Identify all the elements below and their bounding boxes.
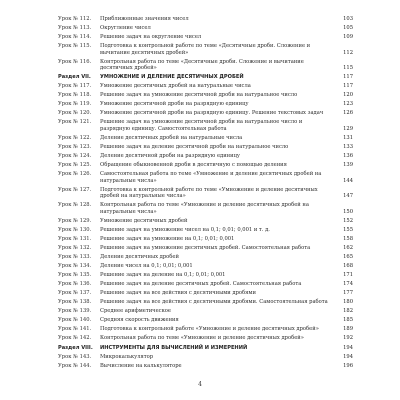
toc-entry-title: Приближенные значения чисел bbox=[100, 16, 189, 22]
toc-entry-number: Урок № 134. bbox=[58, 263, 92, 270]
toc-section-row bbox=[58, 345, 353, 352]
toc-lesson-row bbox=[58, 202, 353, 215]
toc-entry-title: Решение задач на деление на 0,1; 0,01; 0,001 bbox=[100, 272, 226, 279]
toc-entry-title: Округление чисел bbox=[100, 25, 151, 32]
toc-entry-number: Урок № 143. bbox=[58, 353, 92, 360]
toc-entry-number: Урок № 118. bbox=[58, 92, 92, 99]
toc-lesson-row bbox=[58, 110, 353, 117]
page-number-footer: 4 bbox=[198, 381, 202, 388]
toc-entry-page: 165 bbox=[343, 254, 353, 261]
toc-entry-title: Самостоятельная работа по теме «Умножение и деление десятичных дробей на натуральные числа» bbox=[100, 171, 322, 184]
toc-entry-title: Умножение десятичных дробей на натуральные числа bbox=[100, 83, 251, 90]
toc-entry-number: Урок № 131. bbox=[58, 235, 92, 242]
toc-entry-page: 131 bbox=[343, 135, 353, 142]
toc-lesson-row bbox=[58, 363, 353, 370]
toc-entry-number: Урок № 125. bbox=[58, 162, 92, 169]
toc-lesson-row bbox=[58, 92, 353, 99]
toc-entry-title: Подготовка к контрольной работе «Умножение и деление десятичных дробей» bbox=[100, 326, 319, 333]
toc-entry-page: 155 bbox=[343, 226, 353, 233]
toc-lesson-row bbox=[58, 153, 353, 160]
toc-lesson-row bbox=[58, 236, 353, 243]
toc-entry-page: 129 bbox=[343, 125, 353, 132]
toc-entry-page: 133 bbox=[343, 144, 353, 151]
toc-entry-page: 185 bbox=[343, 317, 353, 324]
toc-entry-page: 126 bbox=[343, 110, 353, 117]
toc-entry-title: ИНСТРУМЕНТЫ ДЛЯ ВЫЧИСЛЕНИЙ И ИЗМЕРЕНИЙ bbox=[100, 344, 248, 351]
toc-entry-title: Подготовка к контрольной работе по теме «Умножение и деление десятичных дробей на натуральные числа» bbox=[100, 186, 318, 200]
toc-section-row bbox=[58, 74, 353, 81]
toc-entry-page: 189 bbox=[343, 326, 353, 333]
toc-entry-title: Контрольная работа по теме «Десятичные дроби. Сложение и вычитание десятичных дробей» bbox=[100, 58, 304, 72]
toc-entry-number: Урок № 142. bbox=[58, 335, 92, 342]
toc-entry-number: Урок № 140. bbox=[58, 317, 92, 324]
toc-entry-page: 196 bbox=[343, 362, 353, 369]
table-of-contents bbox=[58, 16, 353, 372]
toc-entry-page: 136 bbox=[343, 153, 353, 160]
toc-entry-page: 117 bbox=[343, 74, 353, 81]
toc-entry-page: 158 bbox=[343, 235, 353, 242]
toc-lesson-row bbox=[58, 119, 353, 132]
toc-entry-page: 144 bbox=[343, 177, 353, 184]
toc-lesson-row bbox=[58, 83, 353, 90]
toc-lesson-row bbox=[58, 101, 353, 108]
toc-lesson-row bbox=[58, 263, 353, 270]
toc-entry-title: Решение задач на умножение десятичной дроби на натуральное число bbox=[100, 92, 298, 99]
toc-entry-number: Урок № 112. bbox=[58, 16, 92, 22]
toc-lesson-row bbox=[58, 34, 353, 41]
toc-entry-page: 105 bbox=[343, 25, 353, 32]
toc-entry-title: Контрольная работа по теме «Умножение и деление десятичных дробей» bbox=[100, 335, 304, 342]
toc-entry-number: Урок № 132. bbox=[58, 244, 92, 251]
toc-lesson-row bbox=[58, 299, 353, 306]
toc-lesson-row bbox=[58, 59, 353, 72]
toc-lesson-row bbox=[58, 335, 353, 342]
toc-entry-number: Урок № 119. bbox=[58, 101, 92, 108]
toc-entry-page: 177 bbox=[343, 290, 353, 297]
toc-entry-number: Урок № 115. bbox=[58, 43, 92, 50]
toc-entry-number: Урок № 139. bbox=[58, 308, 92, 315]
toc-lesson-row bbox=[58, 281, 353, 288]
toc-entry-page: 194 bbox=[343, 344, 353, 351]
toc-entry-title: Деление десятичной дроби на разрядную единицу bbox=[100, 153, 240, 160]
toc-entry-number: Урок № 130. bbox=[58, 226, 92, 233]
toc-entry-number: Урок № 123. bbox=[58, 144, 92, 151]
toc-lesson-row bbox=[58, 254, 353, 261]
toc-entry-page: 109 bbox=[343, 34, 353, 41]
toc-entry-page: 120 bbox=[343, 92, 353, 99]
toc-entry-number: Урок № 114. bbox=[58, 34, 92, 41]
toc-lesson-row bbox=[58, 227, 353, 234]
toc-lesson-row bbox=[58, 317, 353, 324]
toc-entry-number: Урок № 137. bbox=[58, 290, 92, 297]
toc-entry-number: Урок № 133. bbox=[58, 254, 92, 261]
toc-lesson-row bbox=[58, 135, 353, 142]
toc-entry-number: Урок № 144. bbox=[58, 362, 92, 369]
toc-entry-number: Урок № 124. bbox=[58, 153, 92, 160]
toc-entry-number: Урок № 138. bbox=[58, 299, 92, 306]
toc-entry-title: Обращение обыкновенной дроби в десятичную с помощью деления bbox=[100, 162, 287, 169]
toc-entry-page: 123 bbox=[343, 101, 353, 108]
toc-entry-title: Решение задач на умножение десятичной дроби на натуральное число и разрядную единицу. Самостоятельная работа bbox=[100, 119, 303, 132]
toc-entry-number: Урок № 127. bbox=[58, 186, 92, 193]
toc-entry-title: Среднее арифметическое bbox=[100, 308, 172, 315]
toc-entry-page: 152 bbox=[343, 217, 353, 224]
toc-lesson-row bbox=[58, 171, 353, 184]
toc-lesson-row bbox=[58, 272, 353, 279]
toc-entry-title: Умножение десятичной дроби на разрядную единицу. Решение текстовых задач bbox=[100, 110, 324, 117]
toc-lesson-row bbox=[58, 245, 353, 252]
toc-entry-number: Урок № 129. bbox=[58, 217, 92, 224]
toc-lesson-row bbox=[58, 218, 353, 225]
toc-entry-page: 194 bbox=[343, 353, 353, 360]
toc-entry-title: Средняя скорость движения bbox=[100, 317, 179, 324]
toc-lesson-row bbox=[58, 144, 353, 151]
toc-entry-title: Решение задач на умножение чисел на 0,1; 0,01; 0,001 и т. д. bbox=[100, 226, 270, 233]
toc-entry-number: Урок № 122. bbox=[58, 135, 92, 142]
toc-lesson-row bbox=[58, 25, 353, 32]
toc-entry-title: Решение задач на все действия с десятичными дробями bbox=[100, 290, 256, 297]
toc-entry-number: Урок № 113. bbox=[58, 25, 92, 32]
toc-entry-number: Урок № 136. bbox=[58, 281, 92, 288]
toc-entry-number: Урок № 120. bbox=[58, 110, 92, 117]
toc-entry-page: 103 bbox=[343, 16, 353, 22]
toc-entry-page: 162 bbox=[343, 244, 353, 251]
toc-entry-title: Решение задач на все действия с десятичными дробями. Самостоятельная работа bbox=[100, 299, 328, 306]
toc-entry-number: Урок № 121. bbox=[58, 119, 92, 126]
toc-entry-title: Деление чисел на 0,1; 0,01; 0,001 bbox=[100, 263, 193, 270]
toc-entry-number: Урок № 117. bbox=[58, 83, 92, 90]
toc-entry-title: Деление десятичных дробей bbox=[100, 254, 179, 261]
toc-lesson-row bbox=[58, 326, 353, 333]
toc-entry-number: Урок № 135. bbox=[58, 272, 92, 279]
toc-lesson-row bbox=[58, 16, 353, 23]
toc-entry-page: 182 bbox=[343, 308, 353, 315]
toc-entry-title: Подготовка к контрольной работе по теме «Десятичные дроби. Сложение и вычитание десятичных дробей» bbox=[100, 43, 311, 56]
toc-entry-title: Решение задач на деление десятичных дробей. Самостоятельная работа bbox=[100, 281, 302, 288]
toc-entry-number: Раздел VIII. bbox=[58, 344, 93, 351]
toc-entry-number: Урок № 126. bbox=[58, 171, 92, 178]
toc-lesson-row bbox=[58, 187, 353, 200]
toc-entry-page: 117 bbox=[343, 83, 353, 90]
toc-entry-page: 171 bbox=[343, 272, 353, 279]
toc-entry-page: 139 bbox=[343, 162, 353, 169]
toc-entry-title: Решение задач на умножение на 0,1; 0,01; 0,001 bbox=[100, 235, 235, 242]
toc-entry-title: Умножение десятичных дробей bbox=[100, 217, 188, 224]
toc-entry-title: УМНОЖЕНИЕ И ДЕЛЕНИЕ ДЕСЯТИЧНЫХ ДРОБЕЙ bbox=[100, 74, 244, 81]
toc-lesson-row bbox=[58, 43, 353, 56]
toc-entry-number: Урок № 141. bbox=[58, 326, 92, 333]
toc-lesson-row bbox=[58, 290, 353, 297]
toc-entry-page: 112 bbox=[343, 49, 353, 56]
toc-entry-title: Вычисление на калькуляторе bbox=[100, 362, 182, 369]
toc-entry-page: 174 bbox=[343, 281, 353, 288]
toc-entry-page: 180 bbox=[343, 299, 353, 306]
toc-entry-page: 115 bbox=[343, 65, 353, 72]
toc-entry-number: Раздел VII. bbox=[58, 74, 91, 81]
toc-entry-title: Умножение десятичной дроби на разрядную единицу bbox=[100, 101, 249, 108]
toc-lesson-row bbox=[58, 354, 353, 361]
toc-entry-title: Решение задач на округление чисел bbox=[100, 34, 202, 41]
toc-entry-page: 150 bbox=[343, 208, 353, 215]
toc-entry-title: Контрольная работа по теме «Умножение и деление десятичных дробей на натуральные числа» bbox=[100, 202, 309, 215]
toc-lesson-row bbox=[58, 162, 353, 169]
toc-entry-number: Урок № 128. bbox=[58, 202, 92, 209]
toc-entry-page: 168 bbox=[343, 263, 353, 270]
toc-entry-number: Урок № 116. bbox=[58, 58, 92, 65]
toc-entry-title: Микрокалькулятор bbox=[100, 353, 154, 360]
toc-entry-title: Решение задач на умножение десятичных дробей. Самостоятельная работа bbox=[100, 244, 311, 251]
toc-entry-page: 192 bbox=[343, 335, 353, 342]
toc-entry-page: 147 bbox=[343, 193, 353, 200]
toc-entry-title: Решение задач на деление десятичной дроби на натуральное число bbox=[100, 144, 289, 151]
toc-lesson-row bbox=[58, 308, 353, 315]
toc-entry-title: Деление десятичных дробей на натуральные числа bbox=[100, 135, 243, 142]
